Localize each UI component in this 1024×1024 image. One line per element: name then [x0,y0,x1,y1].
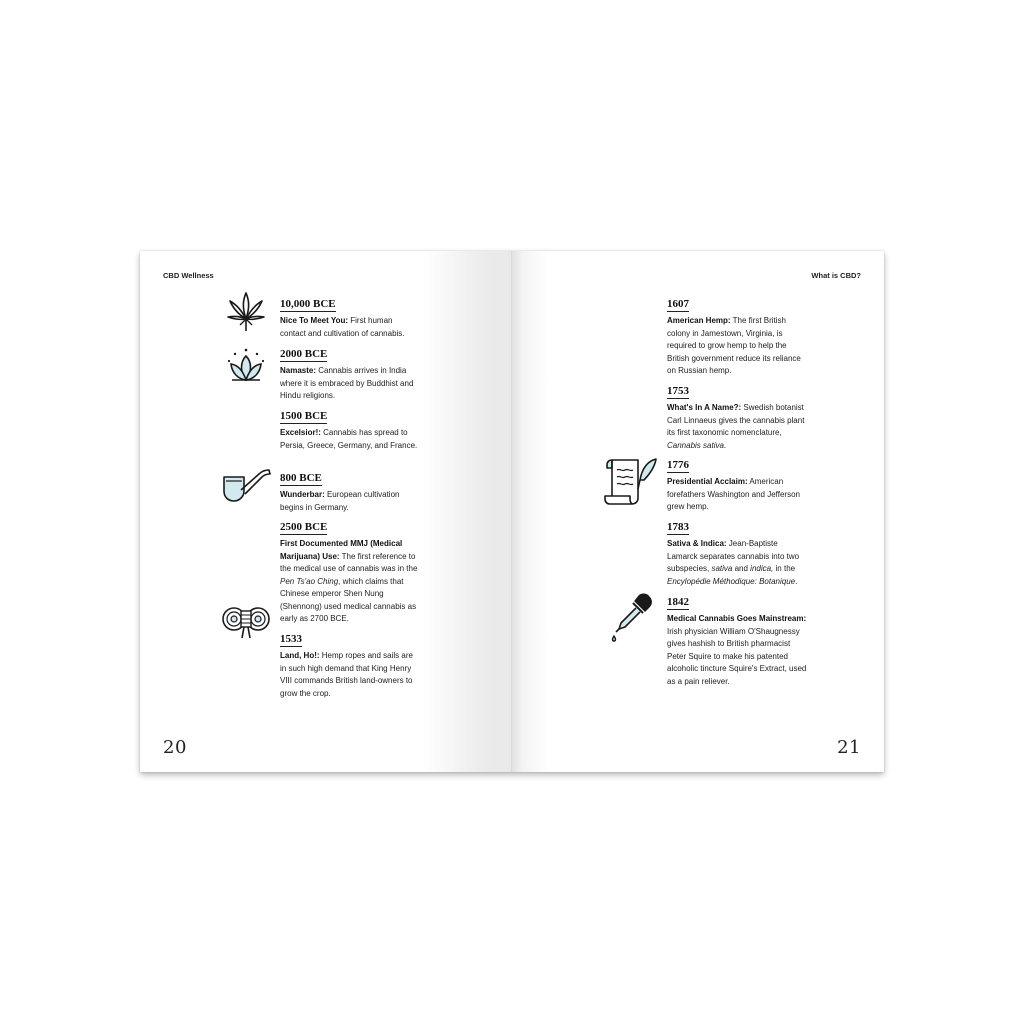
timeline-entry [667,455,807,514]
entry-year: 1842 [667,596,689,608]
timeline-entry [667,294,807,378]
open-book [140,251,884,772]
timeline-entry [280,406,420,452]
entry-year: 1753 [667,385,689,397]
timeline-entry [280,468,420,514]
left-page [140,251,512,772]
entry-text: Nice To Meet You: First human contact and cultivation of cannabis. [280,316,405,338]
cannabis-leaf-icon [226,291,266,333]
entry-year: 1533 [280,633,302,645]
page-number-left: 20 [163,737,187,758]
scroll-quill-icon [604,456,658,506]
rope-icon [220,601,272,641]
timeline-entry [280,294,420,340]
running-head-right: What is CBD? [811,271,861,280]
entry-text: Excelsior!: Cannabis has spread to Persia, Greece, Germany, and France. [280,428,418,450]
lotus-icon [226,346,266,386]
entry-year: 1783 [667,521,689,533]
dropper-icon [609,593,653,643]
running-head-left: CBD Wellness [163,271,214,280]
entry-text: Presidential Acclaim: American forefathers Washington and Jefferson grew hemp. [667,477,800,511]
entry-year: 1776 [667,459,689,471]
pipe-icon [221,465,273,505]
right-page [512,251,884,772]
entry-text: Wunderbar: European cultivation begins in Germany. [280,490,400,512]
entry-text: Sativa & Indica: Jean-Baptiste Lamarck separates cannabis into two subspecies, sativa and indica, in the Encylopédie Méthodique: Botanique. [667,539,800,586]
timeline-entry [667,517,807,588]
entry-text: What's In A Name?: Swedish botanist Carl Linnaeus gives the cannabis plant its first taxonomic nomenclature, Cannabis sativa. [667,403,805,450]
entry-text: Namaste: Cannabis arrives in India where it is embraced by Buddhist and Hindu religions. [280,366,414,400]
page-number-right: 21 [837,737,861,758]
entry-year: 800 BCE [280,472,322,484]
timeline-entry [280,629,420,700]
entry-text: First Documented MMJ (Medical Marijuana) Use: The first reference to the medical use of cannabis was in the Pen Ts'ao Ching, which claims that Chinese emperor Shen Nung (Shennong) used medical cannabis as early as 2700 BCE. [280,539,418,623]
timeline-entry [667,592,807,688]
entry-text: Land, Ho!: Hemp ropes and sails are in such high demand that King Henry VIII commands British land-owners to grow the crop. [280,651,413,698]
entry-year: 10,000 BCE [280,298,336,310]
entry-year: 1500 BCE [280,410,328,422]
timeline-entry [667,381,807,452]
entry-year: 2500 BCE [280,521,328,533]
entry-year: 2000 BCE [280,348,328,360]
timeline-entry [280,517,420,626]
entry-text: Medical Cannabis Goes Mainstream: Irish physician William O'Shaugnessy gives hashish to British pharmacist Peter Squire to make his patented alcoholic tincture Squire's Extract, used as a pain reliever. [667,614,807,686]
timeline-entry [280,344,420,403]
entry-year: 1607 [667,298,689,310]
entry-text: American Hemp: The first British colony in Jamestown, Virginia, is required to grow hemp to help the British government reduce its reliance on Russian hemp. [667,316,801,375]
